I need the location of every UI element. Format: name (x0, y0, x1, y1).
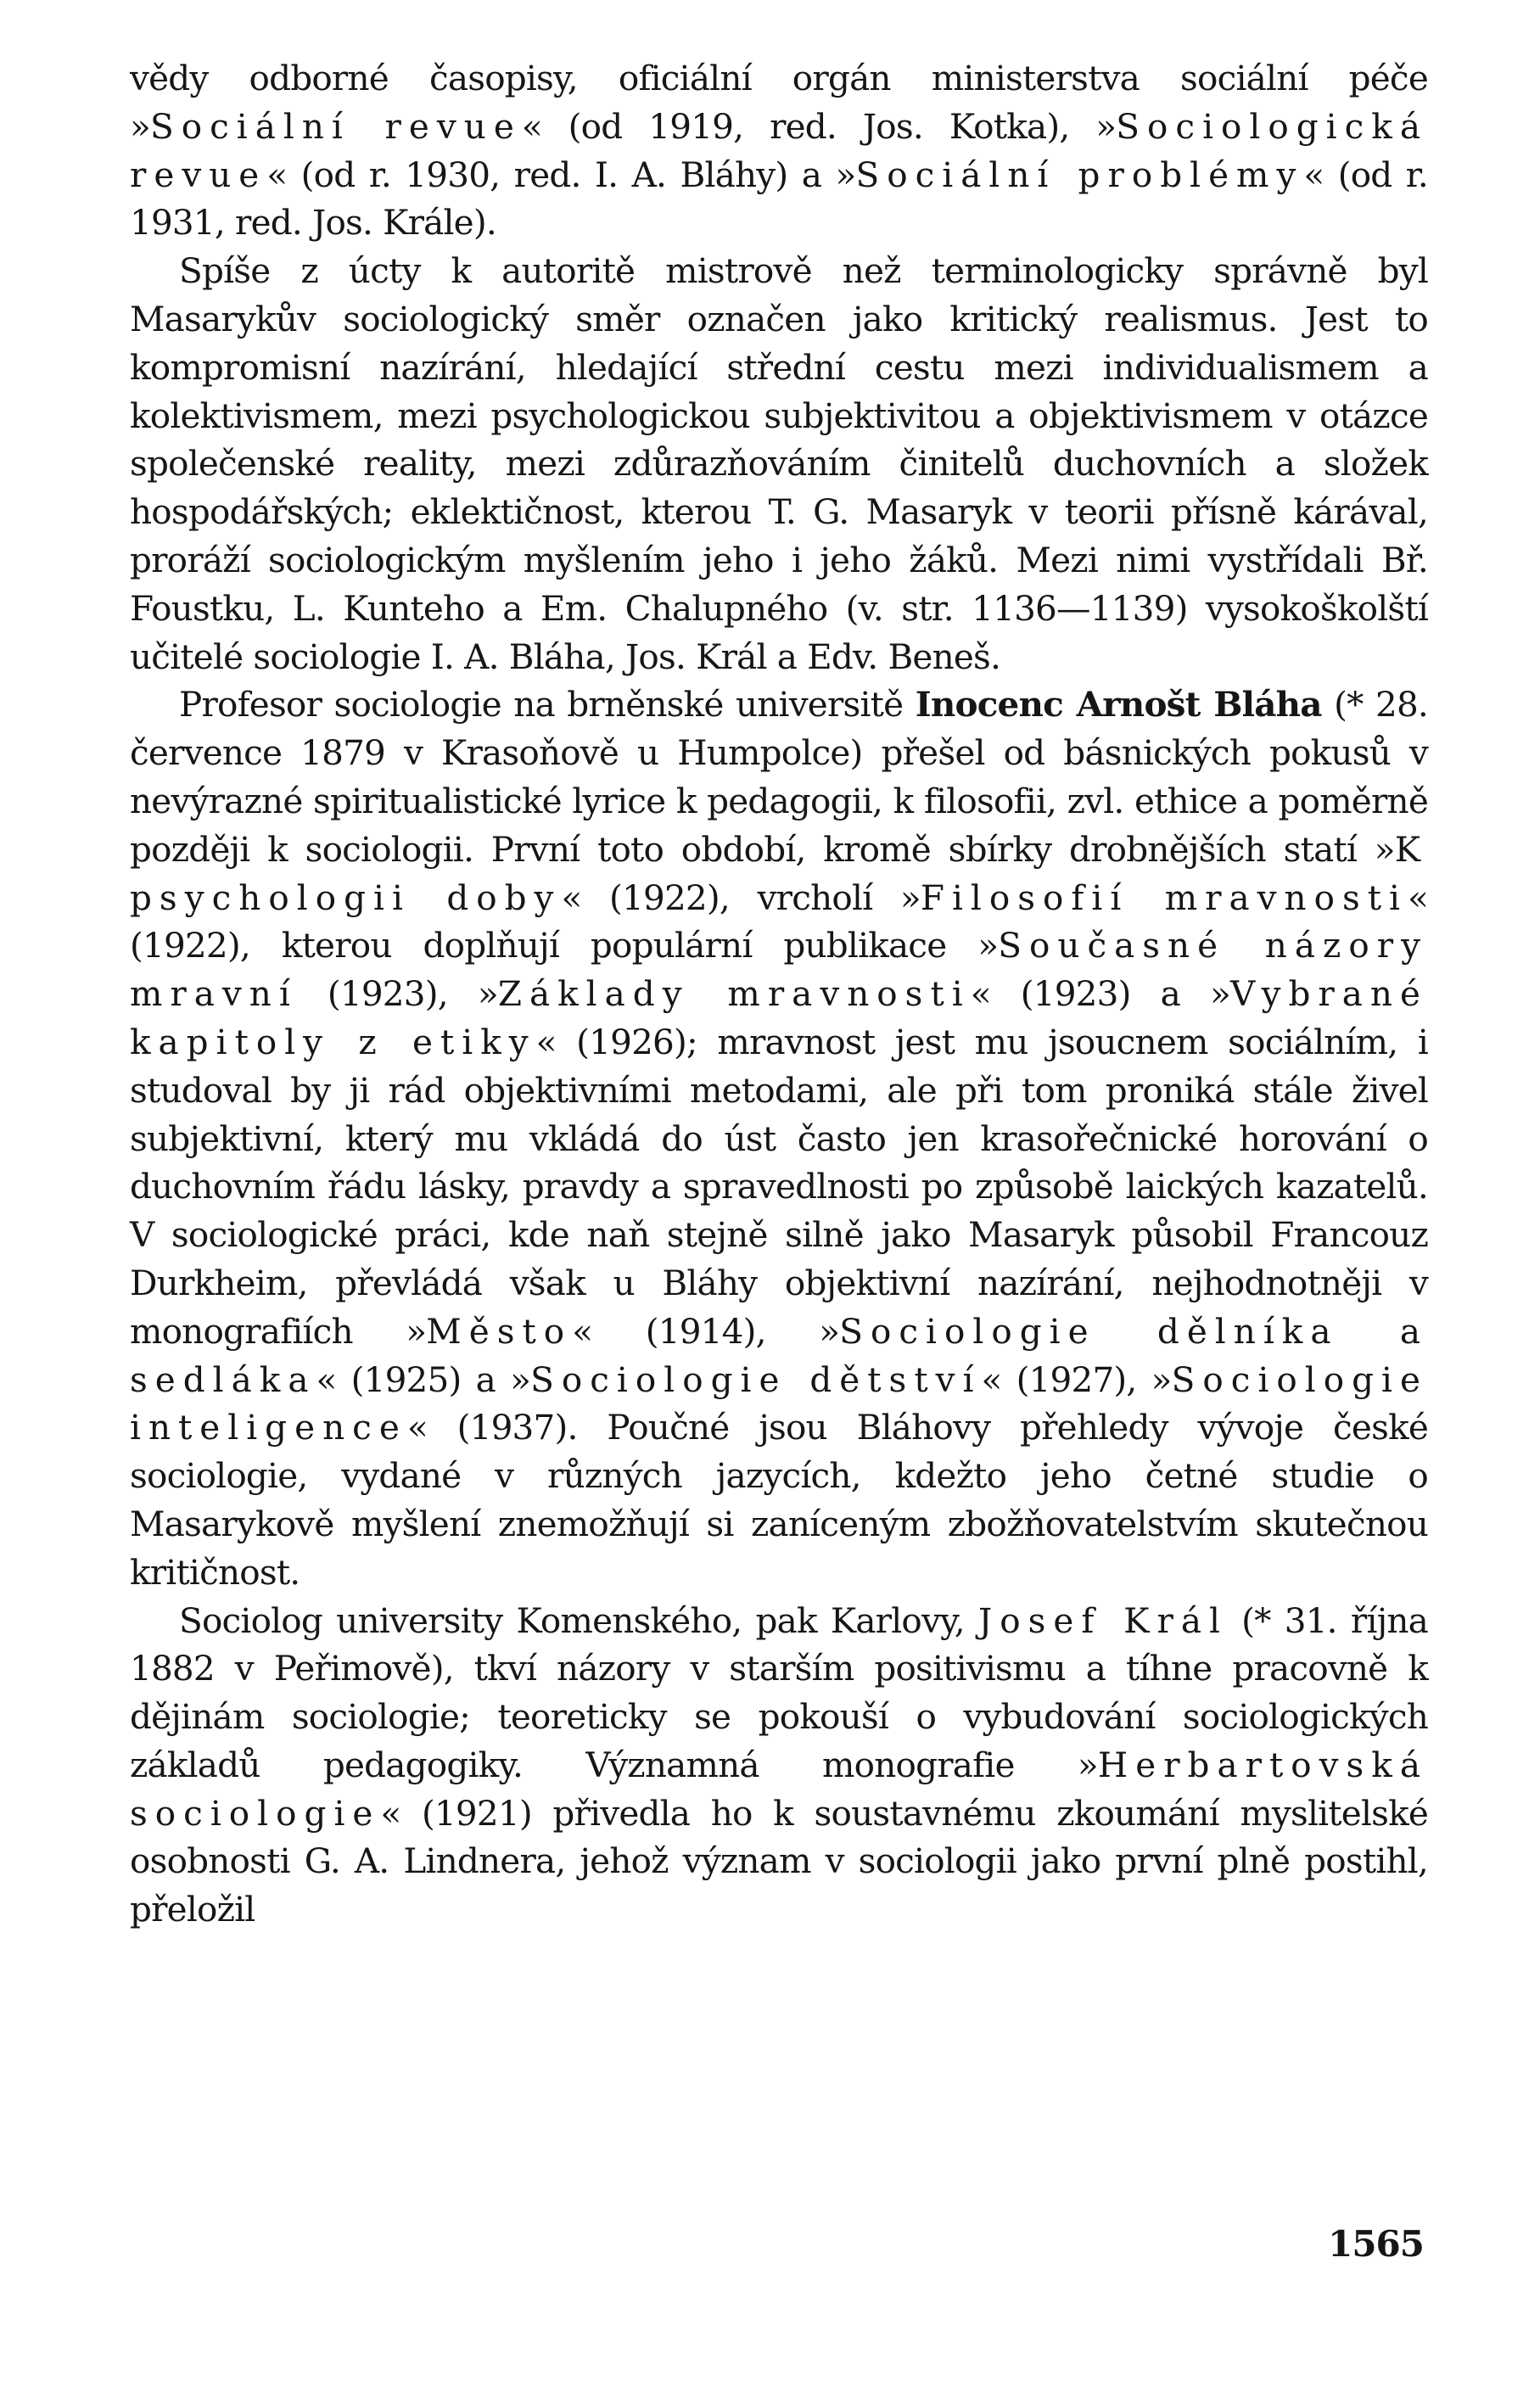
spaced-title: Filosofií mravnosti (920, 877, 1408, 918)
text-run: Profesor sociologie na brněnské universitě (179, 684, 916, 725)
spaced-title: K psychologii doby (130, 828, 1428, 918)
text-run: (* 31. října 1882 v Peřimově), tkví názory v starším positivismu a tíhne pracovně k dějinám sociologie; teoreticky se pokouší o vybudování sociologických základů pedagogiky. Významná monografie » (130, 1599, 1428, 1785)
text-run: « (od 1919, red. Jos. Kotka), » (521, 105, 1117, 147)
text-run: « (1914), » (572, 1310, 840, 1352)
paragraph (130, 681, 1428, 1596)
text-run: « (1922), kterou doplňují populární publikace » (130, 877, 1428, 966)
spaced-title: Josef Král (977, 1599, 1228, 1641)
document-page (130, 54, 1428, 1934)
paragraph (130, 54, 1428, 247)
text-run: « (1937). Poučné jsou Bláhovy přehledy vývoje české sociologie, vydané v různých jazycích, kdežto jeho četné studie o Masarykově myšlení znemožňují si zaníceným zbožňovatelstvím skutečnou kritičnost. (130, 1407, 1428, 1593)
text-run: Sociolog university Komenského, pak Karlovy, (179, 1599, 978, 1641)
text-run: « (1923) a » (970, 973, 1231, 1015)
text-run: vědy odborné časopisy, oficiální orgán ministerstva sociální péče » (130, 58, 1428, 147)
spaced-title: Sociální problémy (855, 154, 1304, 195)
text-run: « (od r. 1930, red. I. A. Bláhy) a » (266, 154, 856, 195)
paragraph (130, 247, 1428, 681)
spaced-title: Současné názory mravní (130, 925, 1428, 1015)
text-run: « (1927), » (981, 1358, 1172, 1400)
spaced-title: Sociologie inteligence (130, 1358, 1428, 1448)
text-run: « (od r. 1931, red. Jos. Krále). (130, 154, 1428, 244)
text-run: (* 28. července 1879 v Krasoňově u Humpolce) přešel od básnických pokusů v nevýrazné spiritualistické lyrice k pedagogii, k filosofii, zvl. ethice a poměrně později k sociologii. První toto období, kromě sbírky drobnějších statí » (130, 684, 1428, 870)
text-run: « (1926); mravnost jest mu jsoucnem sociálním, i studoval by ji rád objektivními metodami, ale při tom proniká stále živel subjektivní, který mu vkládá do úst často jen krasořečnické horování o duchovním řádu lásky, pravdy a spravedlnosti po způsobě laických kazatelů. V sociologické práci, kde naň stejně silně jako Masaryk působil Francouz Durkheim, převládá však u Bláhy objektivní nazírání, nejhodnotněji v monografiích » (130, 1021, 1429, 1352)
spaced-title: Sociologie dětství (530, 1358, 982, 1400)
text-run: « (1921) přivedla ho k soustavnému zkoumání myslitelské osobnosti G. A. Lindnera, jehož význam v sociologii jako první plně postihl, přeložil (130, 1792, 1428, 1930)
text-run: « (1922), vrcholí » (561, 877, 921, 918)
text-run: (1923), » (297, 973, 498, 1015)
text-run: « (1925) a » (316, 1358, 531, 1400)
bold-name: Inocenc Arnošt Bláha (915, 684, 1322, 725)
page-number: 1565 (1328, 2223, 1424, 2265)
spaced-title: Sociální revue (149, 105, 522, 147)
spaced-title: Herbartovská sociologie (130, 1744, 1428, 1834)
spaced-title: Sociologická revue (130, 105, 1428, 195)
spaced-title: Město (426, 1310, 573, 1352)
spaced-title: Sociologie dělníka a sedláka (130, 1310, 1428, 1400)
spaced-title: Základy mravnosti (497, 973, 971, 1015)
body-text (130, 54, 1428, 1934)
text-run: Spíše z úcty k autoritě mistrově než terminologicky správně byl Masarykův sociologický směr označen jako kritický realismus. Jest to kompromisní nazírání, hledající střední cestu mezi individualismem a kolektivismem, mezi psychologickou subjektivitou a objektivismem v otázce společenské reality, mezi zdůrazňováním činitelů duchovních a složek hospodářských; eklektičnost, kterou T. G. Masaryk v teorii přísně kárával, proráží sociologickým myšlením jeho i jeho žáků. Mezi nimi vystřídali Bř. Foustku, L. Kunteho a Em. Chalupného (v. str. 1136—1139) vysokoškolští učitelé sociologie I. A. Bláha, Jos. Král a Edv. Beneš. (130, 250, 1428, 677)
paragraph (130, 1597, 1428, 1935)
spaced-title: Vybrané kapitoly z etiky (130, 973, 1428, 1062)
